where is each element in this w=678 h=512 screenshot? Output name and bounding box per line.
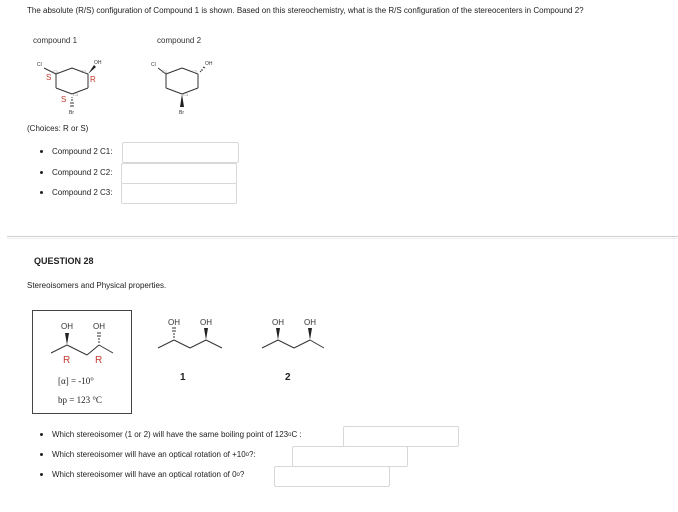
oh-atom-2: OH: [200, 318, 212, 327]
bond: [166, 68, 182, 74]
cl-atom: Cl: [151, 62, 156, 68]
wedge-bond: [204, 328, 208, 340]
c1-label: C1: [53, 69, 59, 74]
bond: [67, 345, 87, 355]
stereoisomer-1-label: 1: [180, 372, 186, 383]
bond: [190, 340, 206, 348]
oh-atom-1: OH: [168, 318, 180, 327]
stereo-label-c2: R: [90, 75, 96, 84]
oh-atom-2: OH: [93, 322, 105, 331]
hash-bond: [203, 67, 205, 68]
question-divider: [7, 236, 678, 237]
question-prompt: The absolute (R/S) configuration of Compound 1 is shown. Based on this stereochemistry, what is the R/S configuration of the stereocenters in Compound 2?: [27, 6, 584, 15]
bullet: [40, 171, 43, 174]
stereo-label-c1: S: [46, 73, 52, 82]
compound1-label: compound 1: [33, 36, 78, 45]
bond: [158, 340, 174, 348]
answer-item-c3: [40, 188, 112, 197]
stereoisomer-2-structure: [256, 314, 336, 356]
q28-item-boiling-point: [40, 430, 302, 439]
stereo-label-1: R: [63, 355, 71, 366]
wedge-bond: [276, 328, 280, 340]
oh-atom-1: OH: [272, 318, 284, 327]
wedge-bond: [88, 65, 96, 74]
bond: [174, 340, 190, 348]
bond: [294, 340, 310, 348]
degree-sup: o: [245, 451, 249, 458]
bond: [87, 345, 99, 355]
question-28-description: Stereoisomers and Physical properties.: [27, 281, 167, 290]
answer-label-c3: Compound 2 C3:: [52, 188, 113, 197]
degree-sup: o: [236, 471, 240, 478]
reference-molecule-box: [32, 310, 132, 414]
q28-item-text-pre: Which stereoisomer will have an optical rotation of 0: [52, 470, 237, 479]
c3-label: C3: [73, 92, 79, 97]
answer-item-c1: [40, 147, 112, 156]
answer-input-rotation-zero[interactable]: [274, 466, 390, 487]
answer-input-c1[interactable]: [122, 142, 239, 163]
question-28-title: QUESTION 28: [34, 256, 94, 266]
br-atom: Br: [179, 110, 184, 116]
compound2-structure: [142, 52, 232, 118]
c2-label: C2: [192, 69, 198, 74]
answer-input-rotation-plus10[interactable]: [292, 446, 408, 467]
answer-label-c2: Compound 2 C2:: [52, 168, 113, 177]
q28-item-text-post: C :: [291, 430, 302, 439]
oh-atom-1: OH: [61, 322, 73, 331]
bullet: [40, 150, 43, 153]
degree-sup: o: [288, 431, 292, 438]
bond: [99, 345, 113, 353]
oh-atom: OH: [205, 61, 213, 67]
bond: [166, 88, 182, 94]
compound2-label: compound 2: [157, 36, 202, 45]
bullet: [40, 453, 43, 456]
wedge-bond: [65, 333, 69, 345]
bond: [262, 340, 278, 348]
bond: [56, 68, 72, 74]
bullet: [40, 433, 43, 436]
cl-atom: Cl: [37, 62, 42, 68]
q28-item-text-post: ?:: [249, 450, 256, 459]
hash-bond: [200, 71, 201, 72]
q28-item-rotation-plus10: [40, 450, 256, 459]
bond: [278, 340, 294, 348]
bond: [310, 340, 324, 348]
c1-label: C1: [162, 69, 168, 74]
q28-item-text-post: ?: [239, 470, 245, 479]
stereoisomer-1-structure: [150, 314, 230, 356]
bond: [206, 340, 222, 348]
br-atom: Br: [69, 110, 74, 116]
bullet: [40, 473, 43, 476]
answer-input-c3[interactable]: [121, 183, 237, 204]
wedge-bond: [308, 328, 312, 340]
choices-hint: (Choices: R or S): [27, 124, 89, 133]
bond: [56, 88, 72, 94]
stereo-label-2: R: [95, 355, 103, 366]
stereoisomer-2-label: 2: [285, 372, 291, 383]
answer-input-c2[interactable]: [121, 163, 237, 184]
optical-rotation-value: [α] = -10°: [58, 376, 94, 386]
stereo-label-c3: S: [61, 95, 67, 104]
q28-item-text-pre: Which stereoisomer will have an optical rotation of +10: [52, 450, 246, 459]
bullet: [40, 191, 43, 194]
bond: [51, 345, 67, 353]
boiling-point-value: bp = 123 °C: [58, 395, 102, 405]
oh-atom-2: OH: [304, 318, 316, 327]
reference-structure: [41, 317, 125, 371]
compound1-structure: [28, 52, 118, 118]
answer-input-boiling-point[interactable]: [343, 426, 459, 447]
answer-label-c1: Compound 2 C1:: [52, 147, 113, 156]
oh-atom: OH: [94, 60, 102, 66]
c3-label: C3: [183, 92, 189, 97]
c2-label: C2: [81, 69, 87, 74]
question-divider-shadow: [7, 238, 678, 239]
q28-item-rotation-zero: [40, 470, 244, 479]
q28-item-text-pre: Which stereoisomer (1 or 2) will have the same boiling point of 123: [52, 430, 289, 439]
answer-item-c2: [40, 168, 112, 177]
